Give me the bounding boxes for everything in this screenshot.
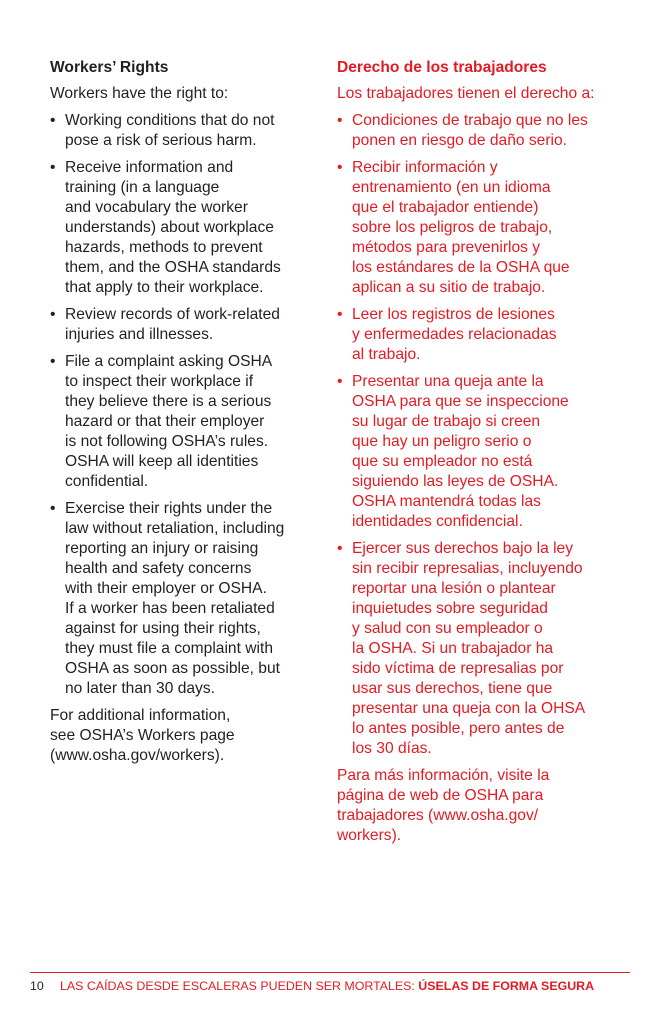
text-line: lo antes posible, pero antes de — [352, 720, 565, 737]
text-line: workers). — [337, 827, 402, 844]
text-line: OSHA mantendrá todas las — [352, 493, 541, 510]
text-line: los estándares de la OSHA que — [352, 259, 570, 276]
bullet-icon: • — [337, 540, 343, 557]
english-closing — [50, 706, 325, 766]
spanish-rights-list — [337, 111, 637, 759]
text-line: For additional information, — [50, 707, 231, 724]
spanish-intro: Los trabajadores tienen el derecho a: — [337, 85, 595, 102]
list-item — [337, 158, 637, 298]
text-line: Receive information and — [65, 159, 234, 176]
text-line: métodos para prevenirlos y — [352, 239, 541, 256]
text-line: hazard or that their employer — [65, 413, 265, 430]
text-line: Recibir información y — [352, 159, 498, 176]
text-line: siguiendo las leyes de OSHA. — [352, 473, 559, 490]
english-intro: Workers have the right to: — [50, 85, 229, 102]
list-item-text — [352, 372, 637, 532]
text-line: understands) about workplace — [65, 219, 274, 236]
text-line: If a worker has been retaliated — [65, 600, 275, 617]
text-line: confidential. — [65, 473, 149, 490]
text-line: pose a risk of serious harm. — [65, 132, 257, 149]
list-item — [50, 111, 325, 151]
list-item-text — [352, 158, 637, 298]
list-item-text — [352, 539, 637, 759]
text-line: OSHA will keep all identities — [65, 453, 259, 470]
text-line: is not following OSHA’s rules. — [65, 433, 269, 450]
text-line: sobre los peligros de trabajo, — [352, 219, 553, 236]
english-rights-list — [50, 111, 325, 699]
text-line: aplican a su sitio de trabajo. — [352, 279, 546, 296]
text-line: with their employer or OSHA. — [65, 580, 267, 597]
bullet-icon: • — [337, 306, 343, 323]
list-item — [337, 305, 637, 365]
bullet-icon: • — [50, 306, 56, 323]
text-line: y enfermedades relacionadas — [352, 326, 557, 343]
text-line: they must file a complaint with — [65, 640, 274, 657]
spanish-heading: Derecho de los trabajadores — [337, 59, 547, 76]
text-line: Ejercer sus derechos bajo la ley — [352, 540, 574, 557]
text-line: Para más información, visite la — [337, 767, 550, 784]
list-item — [50, 305, 325, 345]
text-line: against for using their rights, — [65, 620, 261, 637]
bullet-icon: • — [337, 112, 343, 129]
text-line: that apply to their workplace. — [65, 279, 264, 296]
list-item-text — [65, 111, 325, 151]
text-line: que hay un peligro serio o — [352, 433, 532, 450]
text-line: health and safety concerns — [65, 560, 252, 577]
text-line: al trabajo. — [352, 346, 421, 363]
bullet-icon: • — [337, 373, 343, 390]
list-item — [337, 372, 637, 532]
text-line: Presentar una queja ante la — [352, 373, 544, 390]
text-line: identidades confidencial. — [352, 513, 523, 530]
text-line: usar sus derechos, tiene que — [352, 680, 553, 697]
text-line: injuries and illnesses. — [65, 326, 214, 343]
text-line: ponen en riesgo de daño serio. — [352, 132, 568, 149]
text-line: Review records of work-related — [65, 306, 280, 323]
footer-divider — [30, 972, 630, 973]
list-item — [50, 499, 325, 699]
text-line: (www.osha.gov/workers). — [50, 747, 225, 764]
text-line: OSHA para que se inspeccione — [352, 393, 569, 410]
list-item-text — [65, 352, 325, 492]
footer-title-emphasis: ÚSELAS DE FORMA SEGURA — [418, 979, 595, 993]
text-line: hazards, methods to prevent — [65, 239, 263, 256]
list-item — [337, 539, 637, 759]
text-line: reportar una lesión o plantear — [352, 580, 556, 597]
text-line: OSHA as soon as possible, but — [65, 660, 280, 677]
text-line: su lugar de trabajo si creen — [352, 413, 541, 430]
text-line: File a complaint asking OSHA — [65, 353, 273, 370]
text-line: trabajadores (www.osha.gov/ — [337, 807, 539, 824]
list-item-text — [65, 158, 325, 298]
text-line: Working conditions that do not — [65, 112, 275, 129]
text-line: la OSHA. Si un trabajador ha — [352, 640, 554, 657]
text-line: sido víctima de represalias por — [352, 660, 564, 677]
bullet-icon: • — [50, 112, 56, 129]
text-line: law without retaliation, including — [65, 520, 285, 537]
bullet-icon: • — [50, 500, 56, 517]
bullet-icon: • — [50, 353, 56, 370]
text-line: y salud con su empleador o — [352, 620, 543, 637]
text-line: página de web de OSHA para — [337, 787, 544, 804]
text-line: training (in a language — [65, 179, 220, 196]
text-line: que su empleador no está — [352, 453, 533, 470]
spanish-closing — [337, 766, 637, 846]
text-line: no later than 30 days. — [65, 680, 215, 697]
page-footer — [30, 978, 630, 994]
text-line: and vocabulary the worker — [65, 199, 248, 216]
text-line: que el trabajador entiende) — [352, 199, 539, 216]
text-line: Leer los registros de lesiones — [352, 306, 555, 323]
list-item — [337, 111, 637, 151]
spanish-column — [337, 58, 637, 846]
footer-title: LAS CAÍDAS DESDE ESCALERAS PUEDEN SER MORTALES: — [60, 979, 419, 993]
bullet-icon: • — [337, 159, 343, 176]
text-line: them, and the OSHA standards — [65, 259, 281, 276]
text-line: sin recibir represalias, incluyendo — [352, 560, 583, 577]
text-line: reporting an injury or raising — [65, 540, 259, 557]
list-item-text — [65, 499, 325, 699]
text-line: presentar una queja con la OHSA — [352, 700, 586, 717]
text-line: Condiciones de trabajo que no les — [352, 112, 588, 129]
list-item-text — [352, 305, 637, 365]
text-line: entrenamiento (en un idioma — [352, 179, 551, 196]
page-number: 10 — [30, 979, 44, 993]
text-line: Exercise their rights under the — [65, 500, 273, 517]
list-item — [50, 158, 325, 298]
english-column — [50, 58, 325, 766]
text-line: see OSHA’s Workers page — [50, 727, 235, 744]
text-line: to inspect their workplace if — [65, 373, 254, 390]
text-line: inquietudes sobre seguridad — [352, 600, 548, 617]
list-item-text — [65, 305, 325, 345]
list-item-text — [352, 111, 637, 151]
list-item — [50, 352, 325, 492]
text-line: los 30 días. — [352, 740, 432, 757]
text-line: they believe there is a serious — [65, 393, 272, 410]
english-heading: Workers’ Rights — [50, 59, 169, 76]
bullet-icon: • — [50, 159, 56, 176]
